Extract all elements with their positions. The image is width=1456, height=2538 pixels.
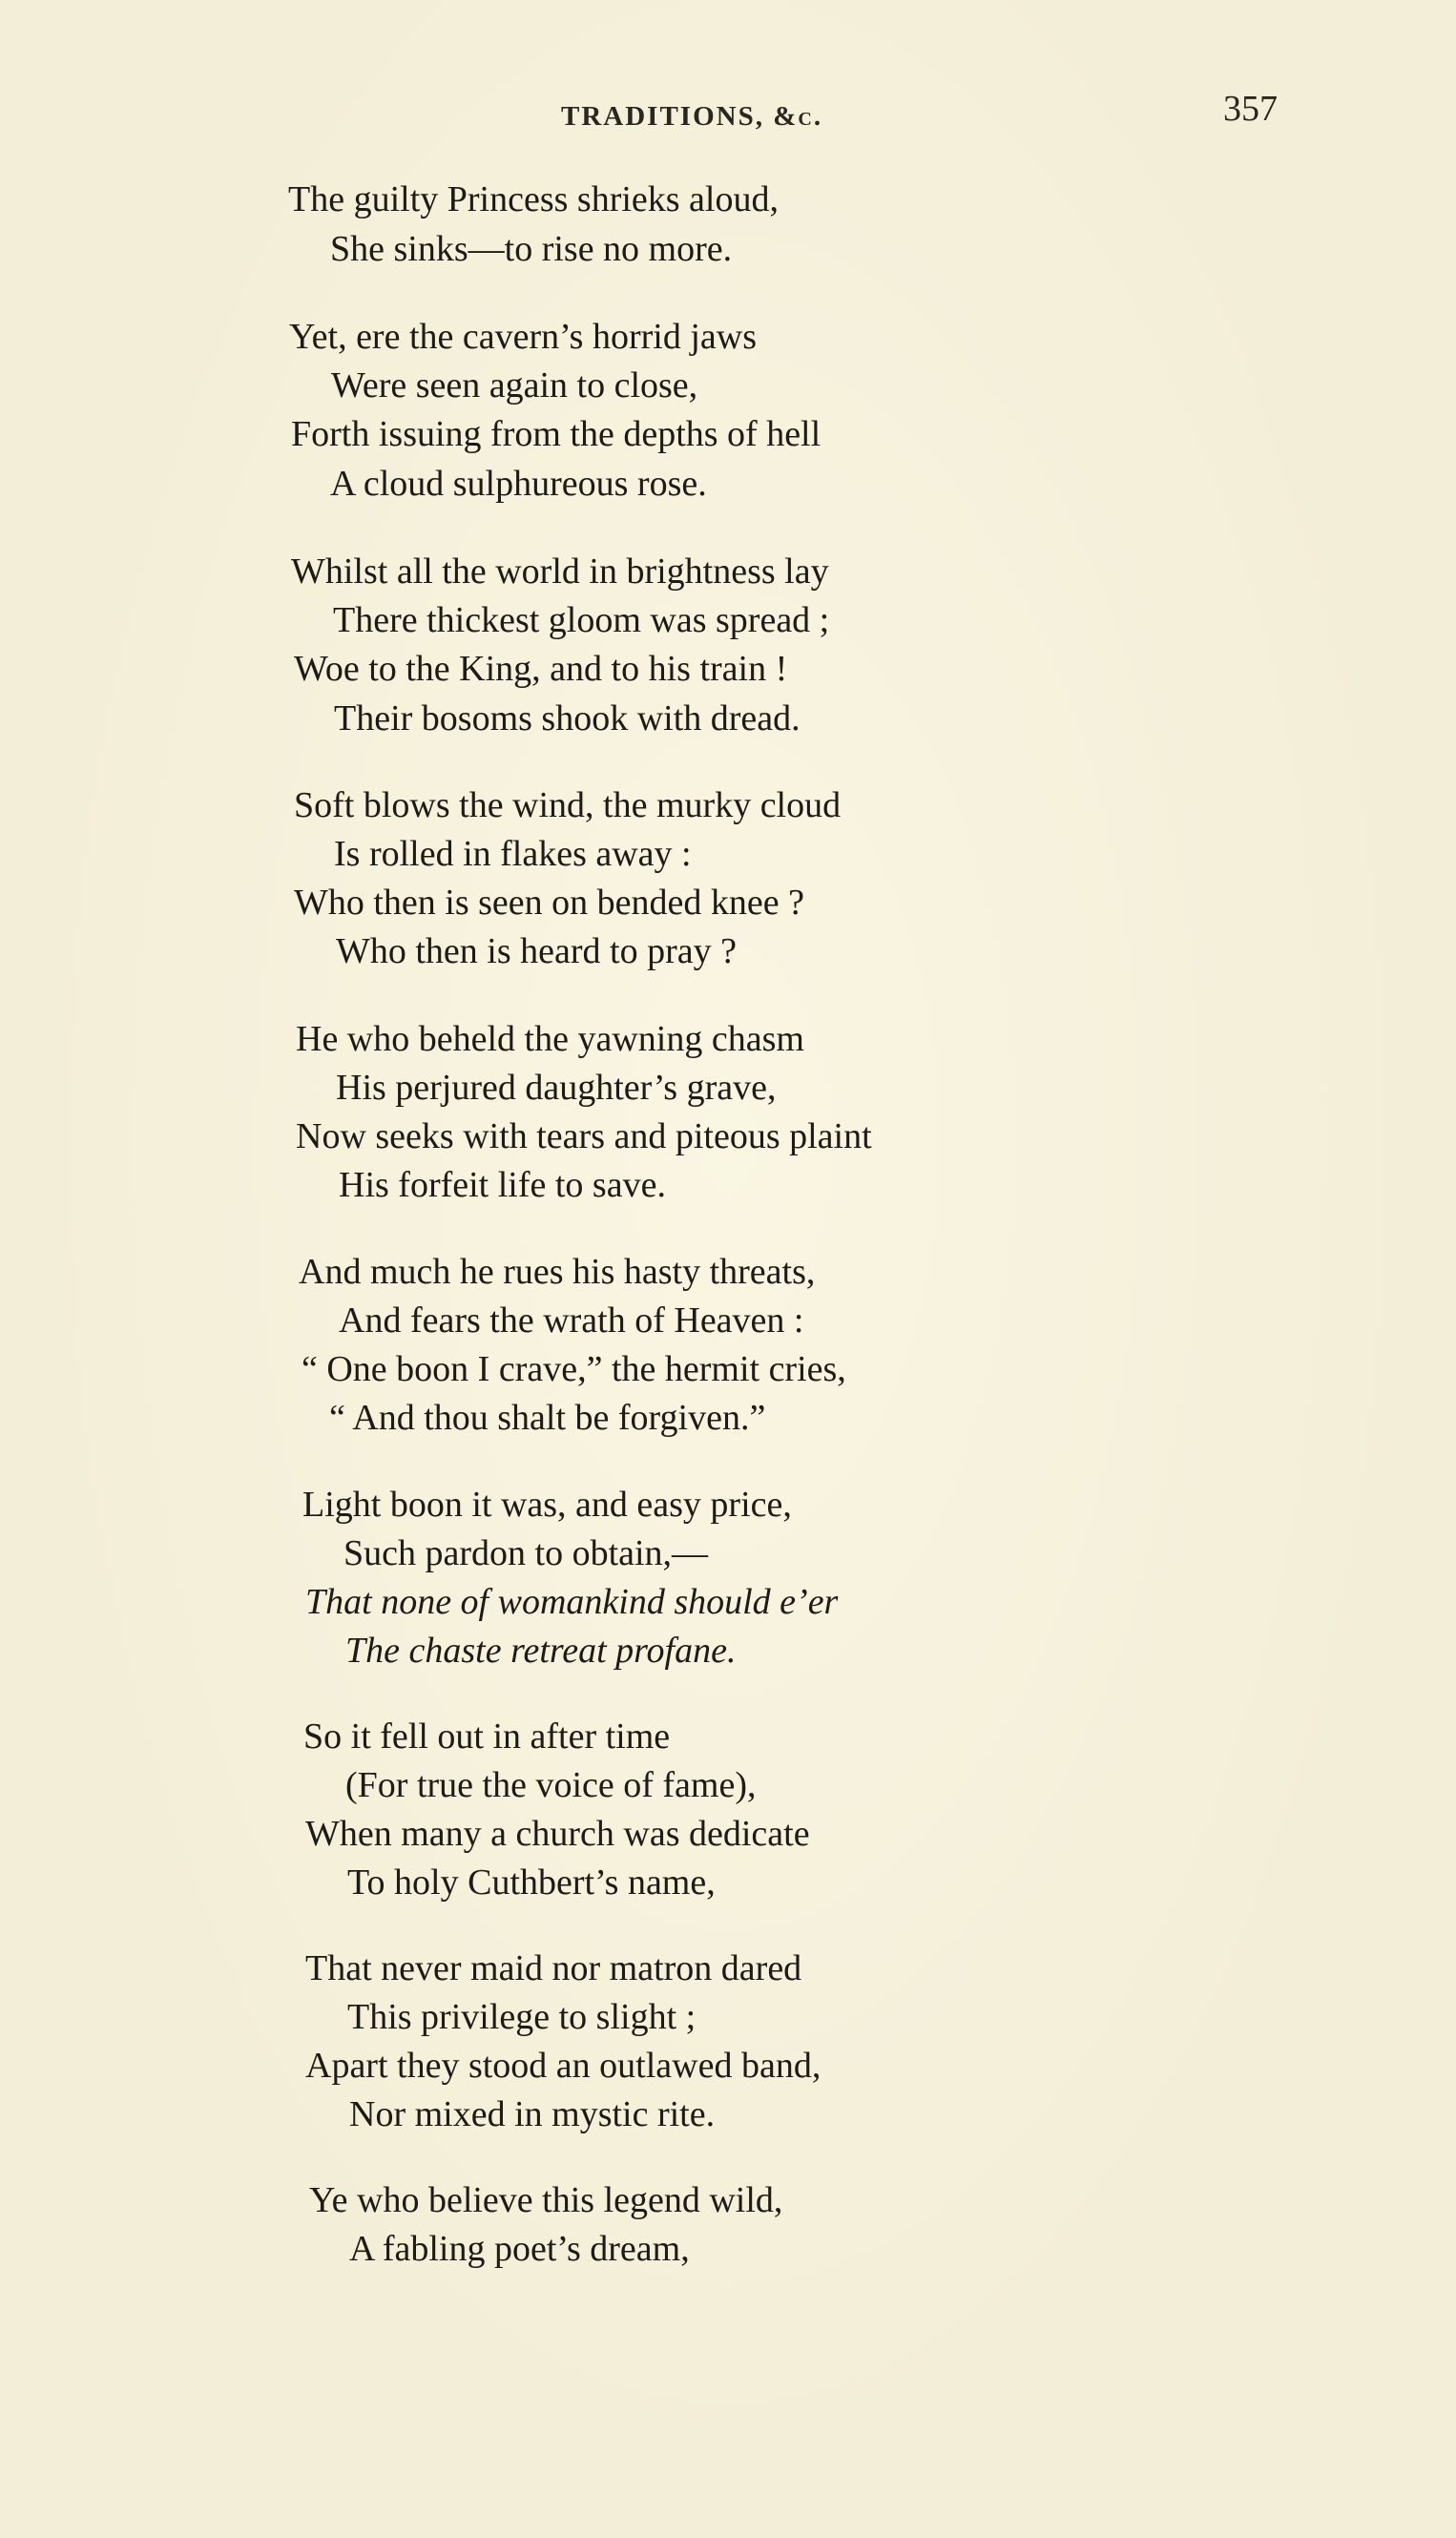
poem-line: Whilst all the world in brightness lay [291, 551, 829, 592]
poem-line: Their bosoms shook with dread. [334, 698, 801, 739]
poem-line: “ One boon I crave,” the hermit cries, [302, 1349, 846, 1389]
poem-line: Soft blows the wind, the murky cloud [294, 785, 842, 825]
poem-line: This privilege to slight ; [347, 1997, 697, 2037]
poem-line: She sinks—to rise no more. [330, 229, 733, 269]
poem-line: That never maid nor matron dared [305, 1948, 802, 1988]
poem-line: Ye who believe this legend wild, [309, 2180, 783, 2220]
poem-line: He who beheld the yawning chasm [296, 1019, 804, 1059]
poem-line: A cloud sulphureous rose. [330, 464, 707, 504]
poem-line: His perjured daughter’s grave, [336, 1068, 777, 1108]
poem-line: “ And thou shalt be forgiven.” [329, 1398, 766, 1438]
poem-line: Who then is heard to pray ? [336, 931, 737, 971]
poem-line: Light boon it was, and easy price, [302, 1485, 792, 1525]
poem-line: His forfeit life to save. [339, 1165, 666, 1205]
poem-line: So it fell out in after time [303, 1716, 671, 1757]
poem-line: (For true the voice of fame), [345, 1765, 757, 1805]
poem-line: A fabling poet’s dream, [349, 2229, 690, 2269]
poem-line: And fears the wrath of Heaven : [339, 1300, 804, 1341]
poem-line: Is rolled in flakes away : [334, 834, 692, 874]
poem-line: Woe to the King, and to his train ! [294, 649, 788, 689]
poem-line: Forth issuing from the depths of hell [291, 414, 822, 454]
poem-line: The chaste retreat profane. [345, 1631, 737, 1671]
poem-line: Yet, ere the cavern’s horrid jaws [289, 317, 757, 357]
poem-line: Now seeks with tears and piteous plaint [296, 1116, 872, 1156]
poem-line: The guilty Princess shrieks aloud, [288, 179, 779, 219]
poem-line: Apart they stood an outlawed band, [305, 2046, 822, 2086]
poem-line: Such pardon to obtain,— [343, 1533, 709, 1573]
poem-line: Were seen again to close, [331, 365, 698, 406]
poem-line: There thickest gloom was spread ; [333, 600, 830, 640]
poem-line: Nor mixed in mystic rite. [349, 2094, 716, 2134]
page-number: 357 [1223, 89, 1278, 129]
poem-line: Who then is seen on bended knee ? [294, 883, 804, 923]
poem-line: And much he rues his hasty threats, [299, 1252, 816, 1292]
poem-line: When many a church was dedicate [305, 1814, 810, 1854]
poem-line: That none of womankind should e’er [305, 1582, 839, 1622]
poem-line: To holy Cuthbert’s name, [347, 1862, 716, 1903]
running-title: TRADITIONS, &c. [561, 101, 823, 132]
